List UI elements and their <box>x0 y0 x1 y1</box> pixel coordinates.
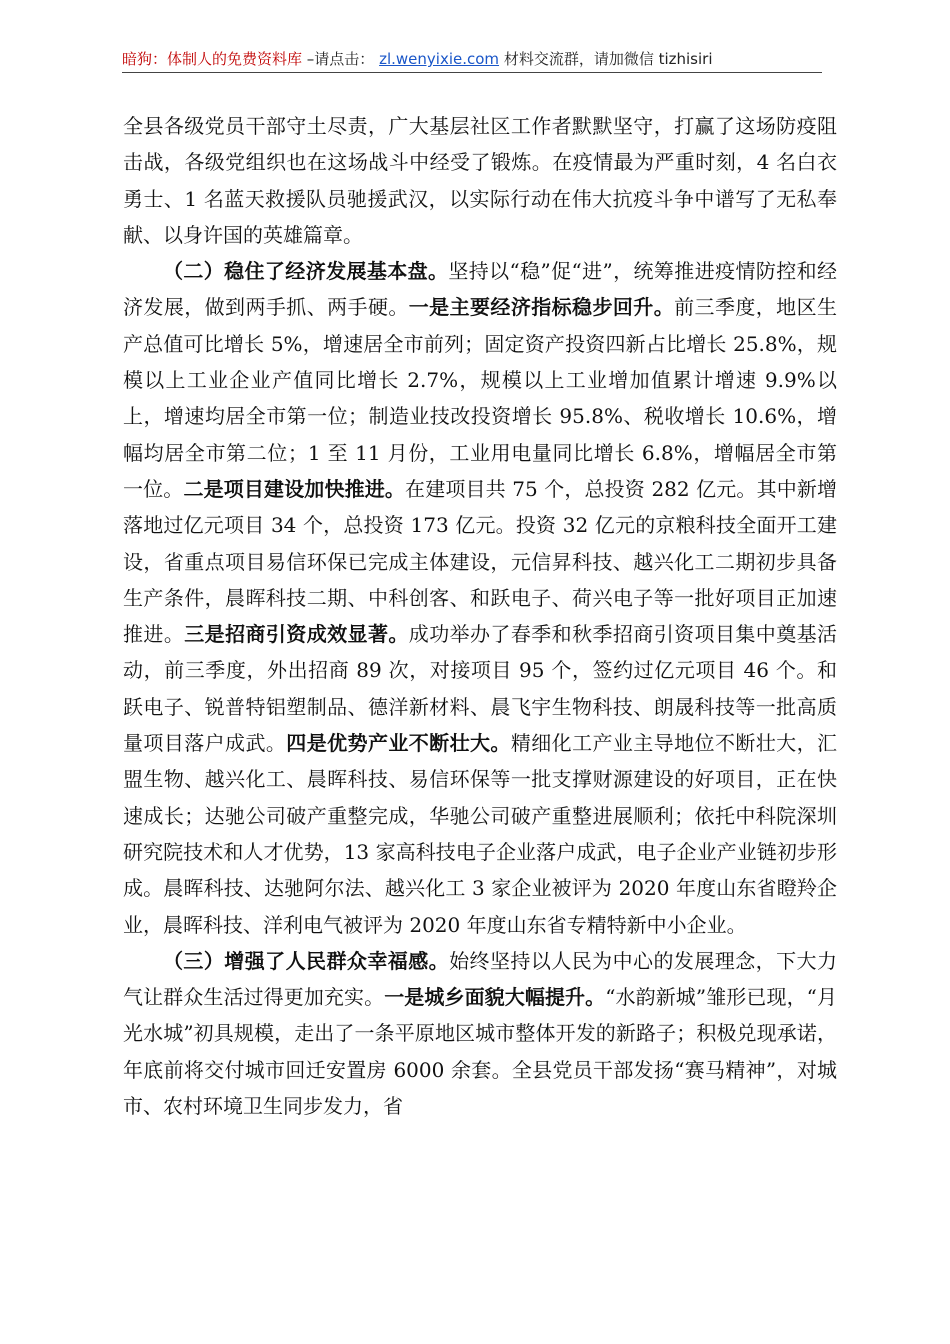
paragraph-2-bold-1: 一是主要经济指标稳步回升。 <box>408 295 675 320</box>
header-prompt: –请点击： <box>306 50 375 68</box>
paragraph-3-text-1: 始终坚持以人民为中心的发展理念，下大力气让群众生活过得更加充实。 <box>123 948 837 1010</box>
paragraph-3-text-2: “水韵新城”雏形已现，“月光水城”初具规模，走出了一条平原地区城市整体开发的新路子；积极兑现承诺，年底前将交付城市回迁安置房 6000 余套。全县党员干部发扬“赛马精神”，对城市、农村环境卫生同步发力，省 <box>123 985 837 1119</box>
paragraph-2-text-2: 前三季度，地区生产总值可比增长 5%，增速居全市前列；固定资产投资四新占比增长 25.8%，规模以上工业企业产值同比增长 2.7%，规模以上工业增加值累计增速 9.9%以上，增速均居全市第一位；制造业技改投资增长 95.8%、税收增长 10.6%，增幅均居全市第二位；1 至 11 月份，工业用电量同比增长 6.8%，增幅居全市第一位。 <box>123 295 838 501</box>
paragraph-2-bold-4: 四是优势产业不断壮大。 <box>286 731 511 756</box>
paragraph-3-heading: （三）增强了人民群众幸福感。 <box>163 948 450 973</box>
paragraph-2-text-4: 成功举办了春季和秋季招商引资项目集中奠基活动，前三季度，外出招商 89 次，对接项目 95 个，签约过亿元项目 46 个。和跃电子、锐普特铝塑制品、德洋新材料、晨飞宇生物科技、朗晟科技等一批高质量项目落户成武。 <box>123 622 838 756</box>
paragraph-2-bold-2: 二是项目建设加快推进。 <box>183 476 406 501</box>
paragraph-2-heading: （二）稳住了经济发展基本盘。 <box>163 259 449 284</box>
header-divider <box>122 72 822 73</box>
paragraph-3-bold-1: 一是城乡面貌大幅提升。 <box>384 985 606 1010</box>
header-brand: 暗狗：体制人的免费资料库 <box>122 50 303 68</box>
paragraph-3 <box>123 943 837 1124</box>
paragraph-2-text-3: 在建项目共 75 个，总投资 282 亿元。其中新增落地过亿元项目 34 个，总投资 173 亿元。投资 32 亿元的京粮科技全面开工建设，省重点项目易信环保已完成主体建设，元信昇科技、越兴化工二期初步具备生产条件，晨晖科技二期、中科创客、和跃电子、荷兴电子等一批好项目正加速推进。 <box>123 476 838 647</box>
paragraph-2-text-1: 坚持以“稳”促“进”，统筹推进疫情防控和经济发展，做到两手抓、两手硬。 <box>123 259 838 320</box>
paragraph-2-text-5: 精细化工产业主导地位不断壮大，汇盟生物、越兴化工、晨晖科技、易信环保等一批支撑财源建设的好项目，正在快速成长；达驰公司破产重整完成，华驰公司破产重整进展顺利；依托中科院深圳研究院技术和人才优势，13 家高科技电子企业落户成武，电子企业产业链初步形成。晨晖科技、达驰阿尔法、越兴化工 3 家企业被评为 2020 年度山东省瞪羚企业，晨晖科技、洋利电气被评为 2020 年度山东省专精特新中小企业。 <box>123 731 838 937</box>
paragraph-2-bold-3: 三是招商引资成效显著。 <box>184 622 409 647</box>
page-header <box>122 48 822 72</box>
paragraph-1: 全县各级党员干部守土尽责，广大基层社区工作者默默坚守，打赢了这场防疫阻击战，各级党组织也在这场战斗中经受了锻炼。在疫情最为严重时刻，4 名白衣勇士、1 名蓝天救援队员驰援武汉，以实际行动在伟大抗疫斗争中谱写了无私奉献、以身许国的英雄篇章。 <box>123 114 837 247</box>
paragraph-2 <box>123 253 837 943</box>
document-body <box>123 108 837 1124</box>
header-contact: 材料交流群，请加微信 tizhisiri <box>503 50 713 68</box>
header-link[interactable]: zl.wenyixie.com <box>379 50 500 68</box>
